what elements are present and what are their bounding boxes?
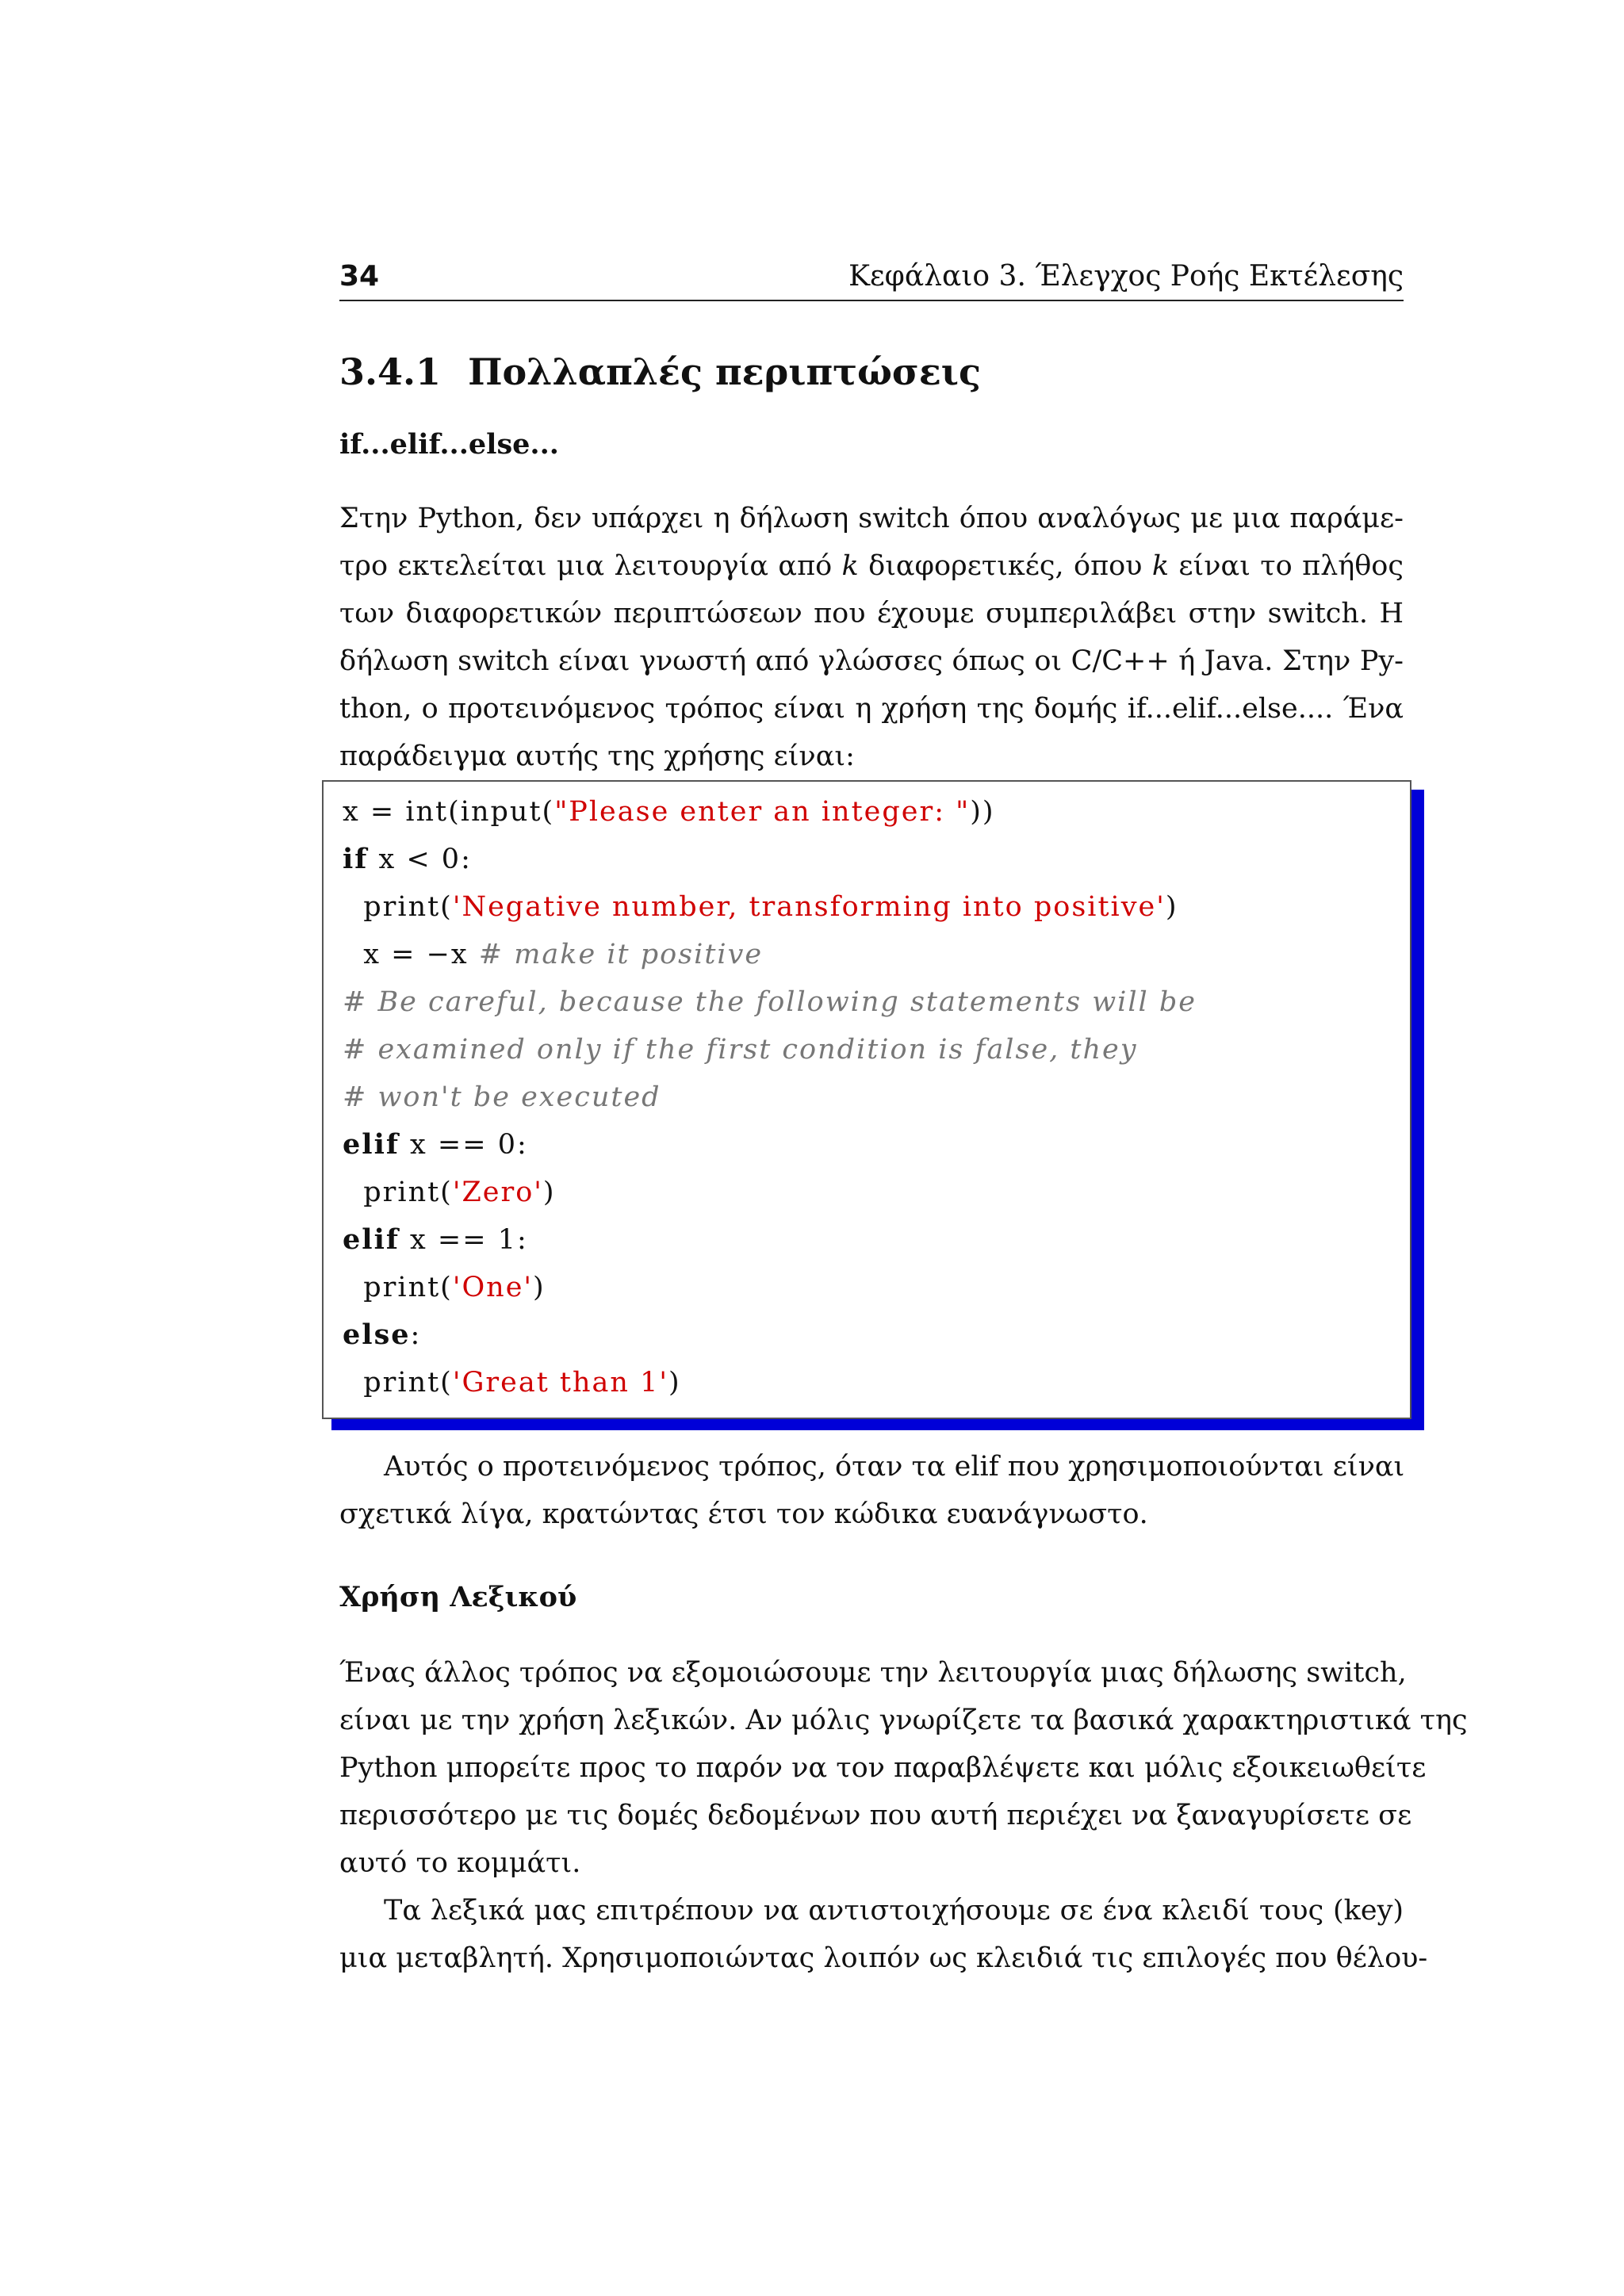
section-heading	[339, 350, 981, 393]
code-lines	[343, 788, 1197, 1406]
code-keyword: if	[343, 843, 369, 875]
chapter-title: Κεφάλαιο 3. Έλεγχος Ροής Εκτέλεσης	[848, 260, 1404, 293]
paragraph-line: των διαφορετικών περιπτώσεων που έχουμε συμπεριλάβει στην switch. Η	[339, 598, 1404, 629]
paragraph-line: δήλωση switch είναι γνωστή από γλώσσες όπως οι C/C++ ή Java. Στην Py-	[339, 645, 1404, 677]
paragraph-line: Αυτός ο προτεινόμενος τρόπος, όταν τα elif που χρησιμοποιούνται είναι	[384, 1451, 1405, 1483]
subsection-title-dictionary: Χρήση Λεξικού	[339, 1581, 577, 1613]
code-comment: # won't be executed	[343, 1081, 661, 1113]
paragraph-line: Python μπορείτε προς το παρόν να τον παραβλέψετε και μόλις εξοικειωθείτε	[339, 1752, 1427, 1784]
code-string: 'Great than 1'	[452, 1367, 668, 1399]
code-line	[343, 931, 1197, 978]
code-token: x < 0:	[368, 844, 472, 875]
code-line	[343, 788, 1197, 836]
code-line	[343, 1216, 1197, 1264]
paragraph-line: Τα λεξικά μας επιτρέπουν να αντιστοιχήσουμε σε ένα κλειδί τους (key)	[384, 1895, 1404, 1927]
code-keyword: elif	[343, 1128, 400, 1161]
code-comment: # make it positive	[478, 939, 764, 970]
code-token: )	[533, 1272, 546, 1303]
paragraph-line: παράδειγμα αυτής της χρήσης είναι:	[339, 740, 855, 772]
math-variable-k: k	[841, 550, 859, 582]
subsection-title-if-elif: if...elif...else...	[339, 428, 559, 461]
code-line	[343, 836, 1197, 883]
code-string: 'One'	[452, 1272, 534, 1303]
paragraph-line: Ένας άλλος τρόπος να εξομοιώσουμε την λειτουργία μιας δήλωσης switch,	[339, 1657, 1407, 1689]
code-token: print(	[343, 891, 453, 923]
after-code-paragraph	[339, 1443, 1404, 1538]
math-variable-k: k	[1151, 550, 1170, 582]
code-token: x = int(input(	[343, 796, 555, 828]
code-keyword: elif	[343, 1223, 400, 1256]
paragraph-line: μια μεταβλητή. Χρησιμοποιώντας λοιπόν ως κλειδιά τις επιλογές που θέλου-	[339, 1942, 1428, 1974]
code-token: x == 1:	[399, 1224, 528, 1256]
code-string: 'Negative number, transforming into positive'	[452, 891, 1166, 923]
code-token: )	[542, 1177, 556, 1208]
code-token: )	[668, 1367, 681, 1399]
dictionary-paragraph-1	[339, 1649, 1468, 1887]
code-token: ))	[970, 796, 995, 828]
running-header	[339, 255, 1404, 301]
code-token: print(	[343, 1177, 453, 1208]
dictionary-paragraph-2	[339, 1887, 1428, 1982]
section-title: Πολλαπλές περιπτώσεις	[468, 350, 982, 393]
code-line	[343, 1121, 1197, 1169]
code-comment: # Be careful, because the following statements will be	[343, 986, 1197, 1018]
code-comment: # examined only if the first condition is false, they	[343, 1034, 1138, 1066]
code-line	[343, 1169, 1197, 1216]
code-listing	[322, 780, 1411, 1419]
code-token: :	[410, 1319, 422, 1351]
code-line	[343, 1073, 1197, 1121]
code-line	[343, 883, 1197, 931]
code-token: x == 0:	[399, 1129, 528, 1161]
code-string: "Please enter an integer: "	[554, 796, 971, 828]
code-token: print(	[343, 1272, 453, 1303]
code-token: )	[1165, 891, 1178, 923]
paragraph-line: αυτό το κομμάτι.	[339, 1847, 581, 1879]
code-line	[343, 1311, 1197, 1359]
paragraph-line: thon, ο προτεινόμενος τρόπος είναι η χρήση της δομής if...elif...else.... Ένα	[339, 693, 1404, 725]
section-number: 3.4.1	[339, 350, 442, 393]
page-number: 34	[339, 260, 380, 293]
code-token: print(	[343, 1367, 453, 1399]
code-line	[343, 1264, 1197, 1311]
code-keyword: else	[343, 1318, 411, 1351]
code-string: 'Zero'	[452, 1177, 543, 1208]
paragraph-line: σχετικά λίγα, κρατώντας έτσι τον κώδικα ευανάγνωστο.	[339, 1498, 1148, 1530]
code-token: x = −x	[343, 939, 479, 970]
code-line	[343, 978, 1197, 1026]
paragraph-line: Στην Python, δεν υπάρχει η δήλωση switch όπου αναλόγως με μια παράμε-	[339, 503, 1404, 534]
code-line	[343, 1026, 1197, 1073]
paragraph-line: είναι με την χρήση λεξικών. Αν μόλις γνωρίζετε τα βασικά χαρακτηριστικά της	[339, 1705, 1468, 1736]
paragraph-line: τρο εκτελείται μια λειτουργία από k διαφορετικές, όπου k είναι το πλήθος	[339, 550, 1404, 582]
intro-paragraph	[339, 495, 1404, 780]
paragraph-line: περισσότερο με τις δομές δεδομένων που αυτή περιέχει να ξαναγυρίσετε σε	[339, 1800, 1412, 1831]
code-line	[343, 1359, 1197, 1406]
